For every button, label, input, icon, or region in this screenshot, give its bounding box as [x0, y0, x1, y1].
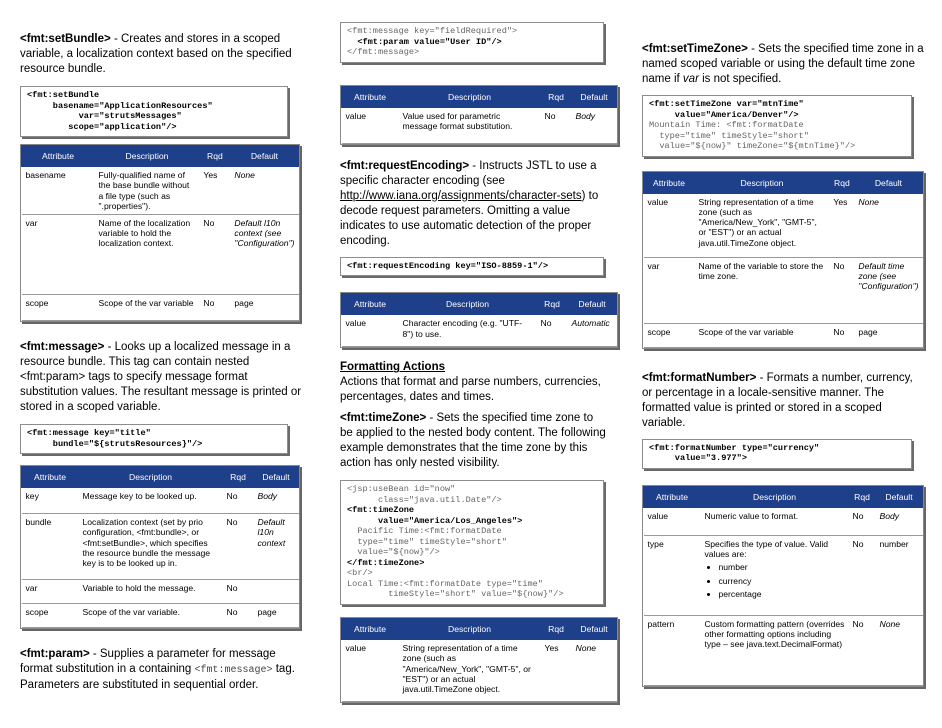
timezone-table — [340, 617, 618, 703]
table-header: Attribute Description Rqd Default — [22, 146, 299, 167]
fmtnum-table — [642, 485, 924, 687]
timezone-intro: <fmt:timeZone> - Sets the specified time zone to be applied to the nested body content. The following example demonstrates that the time zone by this action has only nested visibility. — [340, 412, 606, 470]
message-code: <fmt:message key="title" bundle="${strutsResources}"/> — [20, 424, 288, 454]
table-header: Attribute Description Rqd Default — [342, 618, 617, 639]
list-item: • percentage — [719, 589, 845, 599]
table-row: key Message key to be looked up. No Body — [22, 488, 299, 514]
param-intro: <fmt:param> - Supplies a parameter for message format substitution in a containing <fmt:message> tag. Parameters are substituted in sequential order. — [20, 648, 295, 692]
fmtnum-intro: <fmt:formatNumber> - Formats a number, currency, or percentage in a locale-sensitive manner. The formatted value is printed or stored in a scoped variable. — [642, 371, 913, 429]
formatting-text: Actions that format and parse numbers, currencies, percentages, dates and times. — [340, 376, 601, 404]
type-options-list — [705, 562, 845, 599]
table-row: basename Fully-qualified name of the base bundle without a file type (such as ".properties"). Yes None — [22, 167, 299, 215]
table-row: scope Scope of the var variable. No page — [22, 604, 299, 628]
table-header: Attribute Description Rqd Default — [644, 172, 923, 193]
table-row: var Name of the variable to store the time zone. No Default time zone (see "Configuration") — [644, 257, 923, 323]
table-row: value String representation of a time zone (such as "America/New_York", "GMT-5", or "EST") or an actual java.util.TimeZone object. Yes None — [644, 193, 923, 257]
table-row: bundle Localization context (set by prio configuration, <fmt:bundle>, or <fmt:setBundle>, which specifies the resource bundle the message key is to be looked up in. No Default l10n context — [22, 514, 299, 580]
param-table — [340, 85, 618, 145]
settz-code: <fmt:setTimeZone var="mtnTime" value="America/Denver"/> Mountain Time: <fmt:formatDate type="time" timeStyle="short" value="${now}" timeZone="${mtnTime}"/> — [642, 95, 912, 157]
table-row: scope Scope of the var variable No page — [22, 295, 299, 321]
charset-link[interactable]: http://www.iana.org/assignments/character-sets — [340, 189, 582, 202]
column-2 — [340, 22, 608, 703]
settz-table — [642, 171, 924, 349]
table-row: value Value used for parametric message format substitution. No Body — [342, 107, 617, 143]
table-row: var Name of the localization variable to hold the localization context. No Default l10n context (see "Configuration") — [22, 215, 299, 295]
table-row: value Numeric value to format. No Body — [644, 507, 923, 535]
table-header: Attribute Description Rqd Default — [644, 486, 923, 507]
list-item: • currency — [719, 576, 845, 586]
param-code: <fmt:message key="fieldRequired"> <fmt:param value="User ID"/> </fmt:message> — [340, 22, 604, 63]
table-row: scope Scope of the var variable No page — [644, 323, 923, 347]
reqenc-code: <fmt:requestEncoding key="ISO-8859-1"/> — [340, 257, 604, 277]
table-row: value String representation of a time zone (such as "America/New_York", "GMT-5", or "EST") or an actual java.util.TimeZone object. Yes None — [342, 640, 617, 702]
setbundle-intro: <fmt:setBundle> - Creates and stores in a scoped variable, a localization context based on the specified resource bundle. — [20, 33, 292, 75]
timezone-code: <jsp:useBean id="now" class="java.util.Date"/> <fmt:timeZone value="America/Los_Angeles"> Pacific Time:<fmt:formatDate type="time" timeStyle="short" value="${now}"/> </fmt:timeZone> <br/> Local Time:<fmt:formatDate type="time" timeStyle="short" value="${now}"/> — [340, 480, 604, 605]
column-1 — [20, 32, 305, 693]
table-row: var Variable to hold the message. No — [22, 580, 299, 604]
fmtnum-code: <fmt:formatNumber type="currency" value="3.977"> — [642, 439, 912, 469]
table-row: type Specifies the type of value. Valid values are: • number • currency • percentage No number — [644, 535, 923, 615]
formatting-heading: Formatting Actions — [340, 361, 445, 374]
table-header: Attribute Description Rqd Default — [342, 294, 617, 315]
column-3 — [642, 42, 924, 687]
table-row: value Character encoding (e.g. "UTF-8") to use. No Automatic — [342, 315, 617, 347]
message-intro: <fmt:message> - Looks up a localized message in a resource bundle. This tag can contain nested <fmt:param> tags to specify message format substitution values. The resultant message is printed or stored in a scoped variable. — [20, 341, 302, 414]
table-header: Attribute Description Rqd Default — [342, 86, 617, 107]
table-header: Attribute Description Rqd Default — [22, 467, 299, 488]
table-row: pattern Custom formatting pattern (overrides other formatting options including type – see java.text.DecimalFormat) No None — [644, 615, 923, 685]
reqenc-table — [340, 292, 618, 348]
settz-intro: <fmt:setTimeZone> - Sets the specified time zone in a named scoped variable or using the default time zone name if var is not specified. — [642, 43, 924, 85]
list-item: • number — [719, 562, 845, 572]
reqenc-intro: <fmt:requestEncoding> - Instructs JSTL to use a specific character encoding (see http://www.iana.org/assignments/character-sets) to decode request parameters. Omitting a value indicates to use automatic detection of the proper encoding. — [340, 159, 599, 247]
message-table — [20, 465, 300, 629]
setbundle-code: <fmt:setBundle basename="ApplicationResources" var="strutsMessages" scope="application"/> — [20, 86, 288, 137]
setbundle-table — [20, 144, 300, 322]
